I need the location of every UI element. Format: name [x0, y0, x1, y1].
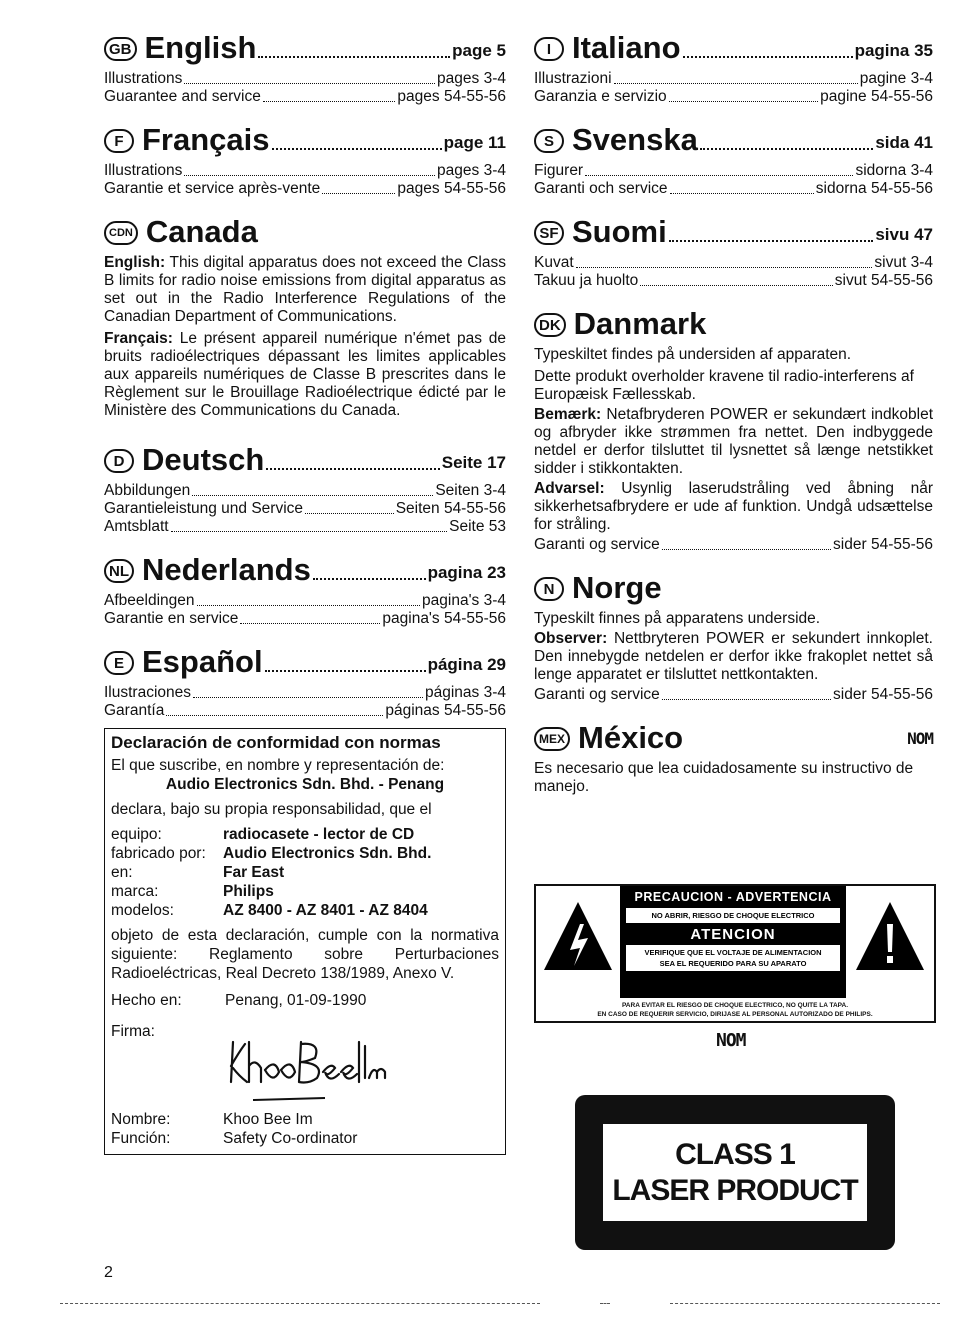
- declaration-signature-row: [111, 1022, 499, 1110]
- field-label: fabricado por:: [111, 845, 206, 862]
- footer-rule: [670, 1303, 940, 1304]
- page-number: 2: [104, 1264, 113, 1281]
- toc-label: Garantieleistung und Service: [104, 500, 304, 517]
- leader-dots: [184, 83, 435, 84]
- toc-value: sider 54-55-56: [833, 536, 933, 553]
- footer-rule: [600, 1303, 610, 1304]
- toc-label: Garanti och service: [534, 180, 668, 197]
- toc-value: páginas 3-4: [424, 684, 506, 701]
- warning-text: SEA EL REQUERIDO PARA SU APARATO: [659, 959, 807, 968]
- declaration-place-date: [111, 991, 499, 1010]
- field-value: Safety Co-ordinator: [223, 1130, 358, 1147]
- toc-value: Seite 53: [449, 518, 506, 535]
- leader-dots: [197, 605, 421, 606]
- paragraph-label: Observer:: [534, 630, 608, 647]
- toc-label: Figurer: [534, 162, 584, 179]
- declaration-field: [111, 825, 499, 844]
- language-title: Canada: [145, 214, 258, 249]
- leader-dots: [166, 715, 383, 716]
- declaration-field: [111, 882, 499, 901]
- field-value: radiocasete - lector de CD: [223, 826, 415, 843]
- leader-dots: [662, 699, 831, 700]
- footer-rule: [60, 1303, 540, 1304]
- leader-dots: [184, 175, 435, 176]
- section-english: [104, 30, 506, 106]
- toc-row: [104, 518, 506, 536]
- section-header: [104, 644, 506, 680]
- leader-dots: [670, 193, 814, 194]
- toc-row: [104, 162, 506, 180]
- electric-shock-warning-label: [534, 884, 936, 1023]
- toc-row: [104, 702, 506, 720]
- warning-heading: PRECAUCION - ADVERTENCIA: [634, 890, 832, 904]
- danmark-note: [534, 406, 933, 478]
- declaration-field: [111, 844, 499, 863]
- laser-label-inner: [601, 1122, 869, 1223]
- country-code-badge: NL: [104, 559, 134, 583]
- section-header: [104, 442, 506, 478]
- language-title: Italiano: [572, 30, 681, 65]
- page-reference: page 5: [452, 41, 506, 60]
- field-value: Audio Electronics Sdn. Bhd.: [223, 845, 432, 862]
- section-header: [104, 122, 506, 158]
- section-header: [104, 30, 506, 66]
- section-canada: [104, 214, 506, 420]
- section-italiano: [534, 30, 933, 106]
- page-reference: page 11: [443, 133, 506, 152]
- exclamation-warning-icon: [852, 898, 928, 974]
- language-title: English: [144, 30, 257, 65]
- page-reference: Seite 17: [441, 453, 506, 472]
- country-code-badge: S: [534, 129, 564, 153]
- toc-label: Garanzia e servizio: [534, 88, 667, 105]
- leader-dots: [171, 531, 448, 532]
- section-francais: [104, 122, 506, 198]
- toc-row: [104, 88, 506, 106]
- toc-row: [534, 180, 933, 198]
- field-value: Philips: [223, 883, 274, 900]
- section-nederlands: [104, 552, 506, 628]
- section-header: [534, 122, 933, 158]
- leader-dots: [272, 148, 442, 150]
- paragraph-text: Nettbryteren POWER er sekundert innkoplet. Den innebygde netdelen er derfor ikke frakoplet nettet så lenge apparatet er tilsluttet nettkontakten.: [534, 630, 933, 683]
- page-reference: sivu 47: [875, 225, 933, 244]
- toc-row: [104, 610, 506, 628]
- toc-value: páginas 54-55-56: [385, 702, 506, 719]
- leader-dots: [192, 495, 433, 496]
- warning-text: PARA EVITAR EL RIESGO DE CHOQUE ELECTRICO, NO QUITE LA TAPA.: [621, 1002, 849, 1009]
- toc-value: pagine 54-55-56: [820, 88, 933, 105]
- toc-label: Afbeeldingen: [104, 592, 195, 609]
- field-label: Firma:: [111, 1023, 155, 1040]
- leader-dots: [193, 697, 423, 698]
- handwritten-signature: [225, 1022, 395, 1110]
- toc-label: Garantía: [104, 702, 165, 719]
- field-label: modelos:: [111, 902, 174, 919]
- section-header: [534, 30, 933, 66]
- toc-row: [104, 500, 506, 518]
- danmark-paragraph: Typeskiltet findes på undersiden af apparaten.: [534, 346, 852, 363]
- declaration-box: [104, 728, 506, 1155]
- toc-value: Seiten 3-4: [435, 482, 506, 499]
- leader-dots: [266, 468, 439, 470]
- page-reference: pagina 23: [427, 563, 506, 582]
- toc-value: pages 3-4: [437, 70, 506, 87]
- paragraph-text: This digital apparatus does not exceed the Class B limits for radio noise emissions from digital apparatus as set out in the Radio Interference Regulations of the Canadian Department of Communications.: [104, 254, 506, 325]
- paragraph-label: English:: [104, 254, 166, 271]
- warning-text-block: [626, 945, 840, 971]
- section-header: [534, 720, 933, 756]
- toc-row: [534, 70, 933, 88]
- toc-row: [104, 482, 506, 500]
- norge-paragraph: Typeskilt finnes på apparatens underside.: [534, 610, 821, 627]
- section-norge: [534, 570, 933, 704]
- leader-dots: [683, 56, 853, 58]
- language-title: Svenska: [572, 122, 698, 157]
- toc-row: [534, 88, 933, 106]
- signature-drawing: [225, 1022, 395, 1110]
- language-title: Suomi: [572, 214, 667, 249]
- toc-row: [534, 686, 933, 704]
- toc-label: Garantie en service: [104, 610, 239, 627]
- country-code-badge: F: [104, 129, 134, 153]
- leader-dots: [265, 670, 426, 672]
- field-value: Penang, 01-09-1990: [225, 992, 367, 1009]
- leader-dots: [305, 513, 394, 514]
- country-code-badge: N: [534, 577, 564, 601]
- warning-black-panel: [620, 886, 846, 998]
- section-svenska: [534, 122, 933, 198]
- toc-value: pagina's 54-55-56: [382, 610, 506, 627]
- toc-row: [534, 254, 933, 272]
- section-header: [104, 214, 506, 250]
- country-code-badge: D: [104, 449, 134, 473]
- toc-value: pagine 3-4: [859, 70, 933, 87]
- danmark-paragraph: Dette produkt overholder kravene til radio-interferens af Europæisk Fællesskab.: [534, 368, 914, 403]
- field-label: Nombre:: [111, 1111, 171, 1128]
- toc-label: Illustrazioni: [534, 70, 612, 87]
- toc-label: Amtsblatt: [104, 518, 169, 535]
- toc-value: sider 54-55-56: [833, 686, 933, 703]
- section-mexico: [534, 720, 933, 796]
- section-danmark: [534, 306, 933, 554]
- language-title: Norge: [572, 570, 662, 605]
- declaration-field: [111, 1129, 499, 1148]
- leader-dots: [258, 56, 450, 58]
- leader-dots: [585, 175, 853, 176]
- field-value: Khoo Bee Im: [223, 1111, 313, 1128]
- language-title: Deutsch: [142, 442, 265, 477]
- country-code-badge: GB: [104, 37, 137, 61]
- language-title: México: [578, 720, 684, 755]
- section-deutsch: [104, 442, 506, 536]
- warning-footer: [536, 1001, 934, 1019]
- field-label: marca:: [111, 883, 159, 900]
- section-header: [104, 552, 506, 588]
- leader-dots: [313, 578, 426, 580]
- country-code-badge: CDN: [104, 221, 138, 245]
- section-suomi: [534, 214, 933, 290]
- field-label: Hecho en:: [111, 992, 182, 1009]
- paragraph-label: Français:: [104, 330, 173, 347]
- country-code-badge: E: [104, 651, 134, 675]
- paragraph-label: Bemærk:: [534, 406, 602, 423]
- leader-dots: [322, 193, 395, 194]
- toc-label: Garantie et service après-vente: [104, 180, 321, 197]
- right-column: [534, 30, 933, 812]
- toc-value: Seiten 54-55-56: [395, 500, 506, 517]
- field-label: en:: [111, 864, 133, 881]
- warning-text: NO ABRIR, RIESGO DE CHOQUE ELECTRICO: [626, 908, 840, 923]
- country-code-badge: SF: [534, 221, 564, 245]
- toc-label: Garanti og service: [534, 686, 660, 703]
- danmark-warning: [534, 480, 933, 534]
- toc-label: Illustrations: [104, 70, 183, 87]
- toc-label: Takuu ja huolto: [534, 272, 639, 289]
- language-title: Danmark: [573, 306, 707, 341]
- language-title: Español: [142, 644, 263, 679]
- declaration-field: [111, 901, 499, 920]
- toc-value: sidorna 54-55-56: [815, 180, 933, 197]
- toc-row: [104, 70, 506, 88]
- toc-label: Guarantee and service: [104, 88, 261, 105]
- canada-english-paragraph: [104, 254, 506, 326]
- toc-value: pages 54-55-56: [397, 180, 506, 197]
- toc-row: [534, 272, 933, 290]
- toc-label: Garanti og service: [534, 536, 660, 553]
- laser-class: CLASS 1: [675, 1137, 795, 1171]
- toc-row: [534, 536, 933, 554]
- leader-dots: [700, 148, 874, 150]
- leader-dots: [662, 549, 831, 550]
- leader-dots: [240, 623, 380, 624]
- declaration-object-text: objeto de esta declaración, cumple con la normativa siguiente: Reglamento sobre Perturbaciones Radioeléctricas, Real Decreto 138/1989, Anexo V.: [111, 927, 499, 982]
- toc-value: pages 3-4: [437, 162, 506, 179]
- section-header: [534, 570, 933, 606]
- left-column: [104, 30, 506, 1155]
- page-reference: pagina 35: [854, 41, 933, 60]
- paragraph-label: Advarsel:: [534, 480, 605, 497]
- toc-value: sivut 54-55-56: [834, 272, 933, 289]
- paragraph-text: Le présent appareil numérique n'émet pas de bruits radioélectriques dépassant les limites applicables aux appareils numériques de Classe B prescrites dans le Règlement sur le Brouillage Radioélectrique édicté par le Ministère des Communications du Canada.: [104, 330, 506, 419]
- toc-row: [534, 162, 933, 180]
- page-reference: página 29: [427, 655, 506, 674]
- toc-label: Ilustraciones: [104, 684, 192, 701]
- paragraph-text: Usynlig laserudstråling ved åbning når sikkerhetsafbrydere er ude af funktion. Undgå udsættelse for stråling.: [534, 480, 933, 533]
- field-label: Función:: [111, 1130, 171, 1147]
- leader-dots: [576, 267, 873, 268]
- nom-mark: NOM: [716, 1030, 746, 1051]
- declaration-intro: El que suscribe, en nombre y representación de:: [111, 757, 445, 774]
- toc-value: pagina's 3-4: [422, 592, 506, 609]
- declaration-field: [111, 1110, 499, 1129]
- declaration-field: [111, 863, 499, 882]
- warning-text: VERIFIQUE QUE EL VOLTAJE DE ALIMENTACION: [644, 948, 822, 957]
- nom-mark: NOM: [907, 729, 933, 748]
- field-value: AZ 8400 - AZ 8401 - AZ 8404: [223, 902, 428, 919]
- leader-dots: [669, 101, 818, 102]
- norge-note: [534, 630, 933, 684]
- warning-text: EN CASO DE REQUERIR SERVICIO, DIRIJASE AL PERSONAL AUTORIZADO DE PHILIPS.: [597, 1011, 873, 1018]
- toc-row: [104, 180, 506, 198]
- toc-row: [104, 592, 506, 610]
- class1-laser-label: [575, 1095, 895, 1250]
- laser-product: LASER PRODUCT: [612, 1173, 858, 1207]
- field-label: equipo:: [111, 826, 162, 843]
- toc-value: sidorna 3-4: [855, 162, 933, 179]
- toc-value: pages 54-55-56: [397, 88, 506, 105]
- country-code-badge: MEX: [534, 727, 570, 751]
- field-value: Far East: [223, 864, 285, 881]
- leader-dots: [640, 285, 832, 286]
- section-espanol: [104, 644, 506, 1155]
- leader-dots: [263, 101, 396, 102]
- page-reference: sida 41: [875, 133, 933, 152]
- leader-dots: [669, 240, 874, 242]
- language-title: Français: [142, 122, 270, 157]
- section-header: [534, 214, 933, 250]
- mexico-paragraph: Es necesario que lea cuidadosamente su instructivo de manejo.: [534, 760, 914, 795]
- declaration-title: Declaración de conformidad con normas: [111, 733, 441, 752]
- language-title: Nederlands: [142, 552, 311, 587]
- leader-dots: [614, 83, 858, 84]
- toc-label: Illustrations: [104, 162, 183, 179]
- country-code-badge: I: [534, 37, 564, 61]
- country-code-badge: DK: [534, 313, 566, 337]
- section-header: [534, 306, 933, 342]
- high-voltage-icon: [540, 898, 616, 974]
- toc-row: [104, 684, 506, 702]
- canada-french-paragraph: [104, 330, 506, 420]
- paragraph-text: Netafbryderen POWER er sekundært indkoblet og afbryder ikke strømmen fra nettet. Den indbyggede netdel er derfor tilsluttet til lysnettet så længe netstikket sidder i stikkontakten.: [534, 406, 933, 477]
- declaration-company: Audio Electronics Sdn. Bhd. - Penang: [165, 776, 445, 793]
- declaration-statement: declara, bajo su propia responsabilidad, que el: [111, 801, 432, 818]
- warning-heading: ATENCION: [690, 926, 776, 943]
- toc-label: Abbildungen: [104, 482, 191, 499]
- toc-value: sivut 3-4: [874, 254, 933, 271]
- toc-label: Kuvat: [534, 254, 574, 271]
